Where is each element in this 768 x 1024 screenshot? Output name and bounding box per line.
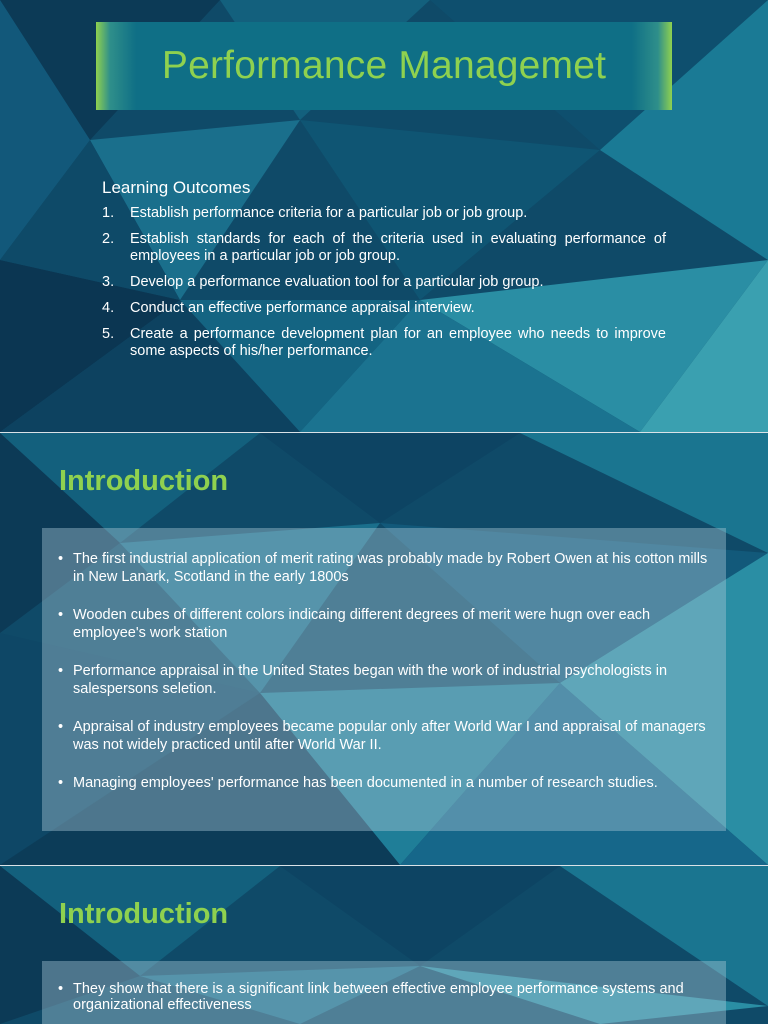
learning-outcomes-heading: Learning Outcomes bbox=[102, 178, 251, 197]
slide-introduction-2 bbox=[0, 866, 768, 1024]
list-item: • Performance appraisal in the United States began with the work of industrial psychologists in salespersons seletion. bbox=[58, 663, 668, 697]
section-heading: Introduction bbox=[59, 898, 229, 930]
content-panel bbox=[42, 528, 726, 831]
slide-introduction-1 bbox=[0, 433, 768, 865]
title-banner bbox=[96, 22, 672, 110]
list-item: • Appraisal of industry employees became popular only after World War I and appraisal of managers was not widely practiced until after World War II. bbox=[58, 719, 706, 753]
list-item: 3. Develop a performance evaluation tool for a particular job group. bbox=[102, 274, 544, 290]
content-panel bbox=[42, 961, 726, 1024]
learning-outcomes-list bbox=[102, 205, 666, 369]
list-item: • The first industrial application of merit rating was probably made by Robert Owen at his cotton mills in New Lanark, Scotland in the early 1800s bbox=[58, 551, 708, 585]
page-title: Performance Managemet bbox=[161, 44, 607, 87]
list-item: • They show that there is a significant link between effective employee performance systems and organizational effectiveness bbox=[58, 981, 684, 1013]
list-item: 2. Establish standards for each of the criteria used in evaluating performance of employees in a particular job or job group. bbox=[102, 231, 666, 264]
slide-learning-outcomes bbox=[0, 0, 768, 432]
list-item: 5. Create a performance development plan for an employee who needs to improve some aspects of his/her performance. bbox=[102, 326, 666, 359]
list-item: 1. Establish performance criteria for a particular job or job group. bbox=[102, 205, 528, 221]
bullet-list bbox=[58, 981, 708, 1024]
list-item: 4. Conduct an effective performance appraisal interview. bbox=[102, 300, 475, 316]
list-item: • Managing employees' performance has been documented in a number of research studies. bbox=[58, 775, 658, 791]
section-heading: Introduction bbox=[59, 465, 229, 497]
list-item: • Wooden cubes of different colors indicaing different degrees of merit were hugn over each employee's work station bbox=[58, 607, 651, 641]
bullet-list bbox=[58, 550, 708, 812]
